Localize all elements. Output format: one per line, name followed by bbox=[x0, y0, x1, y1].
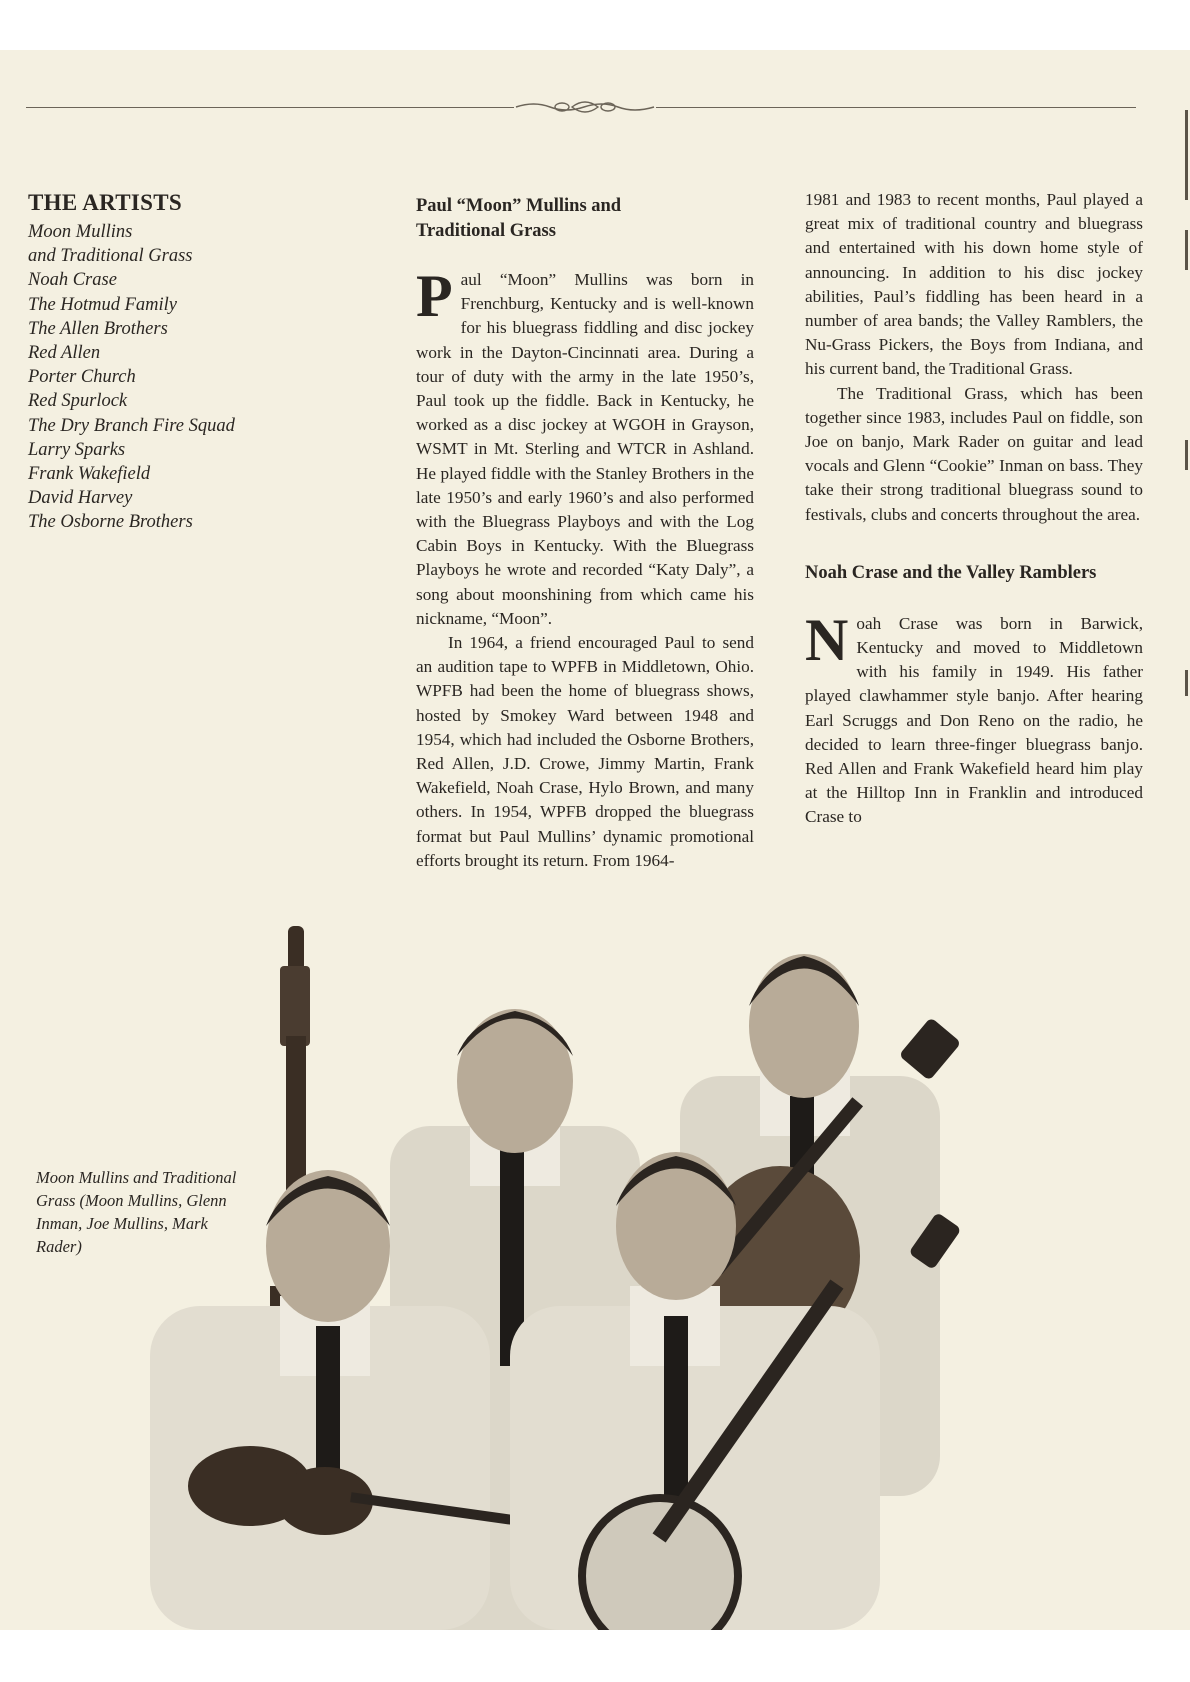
band-photo bbox=[140, 926, 1060, 1630]
artists-list bbox=[28, 220, 328, 535]
artist-item: Porter Church bbox=[28, 367, 136, 388]
dropcap-n: N bbox=[805, 606, 849, 673]
artist-item: and Traditional Grass bbox=[28, 246, 193, 267]
article1-paragraph-1-text: aul “Moon” Mullins was born in Frenchburg, Kentucky and is well-known for his bluegrass fiddling and disc jockey work in the Dayton-Cincinnati area. During a tour of duty with the army in the late 1950’s, Paul took up the fiddle. Back in Kentucky, he worked as a disc jockey at WGOH in Grayson, WSMT in Mt. Sterling and WTCR in Ashland. He played fiddle with the Stanley Brothers in the late 1950’s and early 1960’s and also performed with the Bluegrass Playboys and with the Log Cabin Boys in Kentucky. With the Bluegrass Playboys he wrote and recorded “Katy Daly”, a song about moonshining from which came his nickname, “Moon”. bbox=[416, 270, 754, 628]
article-column-2 bbox=[805, 188, 1143, 830]
scroll-ornament-icon bbox=[514, 96, 656, 118]
top-rule-left bbox=[26, 107, 514, 108]
page-edge-marks bbox=[1182, 110, 1190, 1510]
artists-heading: THE ARTISTS bbox=[28, 190, 182, 215]
top-rule-right bbox=[656, 107, 1136, 108]
article1-heading-line1: Paul “Moon” Mullins and bbox=[416, 196, 622, 216]
article1-paragraph-2: In 1964, a friend encouraged Paul to send an audition tape to WPFB in Middletown, Ohio. WPFB had been the home of bluegrass shows, hosted by Smokey Ward between 1948 and 1954, which had included the Osborne Brothers, Red Allen, J.D. Crowe, Jimmy Martin, Frank Wakefield, Noah Crase, Hylo Brown, and many others. In 1954, WPFB dropped the bluegrass format but Paul Mullins’ dynamic promotional efforts brought its return. From 1964- bbox=[416, 633, 754, 870]
dropcap-p: P bbox=[416, 263, 453, 329]
artist-item: Red Allen bbox=[28, 343, 101, 364]
artists-sidebar bbox=[28, 190, 328, 535]
article1-paragraph-1 bbox=[416, 263, 754, 631]
article-column-1 bbox=[416, 194, 754, 873]
artist-item: The Dry Branch Fire Squad bbox=[28, 415, 235, 436]
artist-item: David Harvey bbox=[28, 488, 133, 509]
article2-paragraph-1-text: oah Crase was born in Barwick, Kentucky and moved to Middletown with his family in 1949. His father played clawhammer style banjo. After hearing Earl Scruggs and Don Reno on the radio, he decided to learn three-finger bluegrass banjo. Red Allen and Frank Wakefield heard him play at the Hilltop Inn in Franklin and introduced Crase to bbox=[805, 613, 1143, 827]
program-page bbox=[0, 50, 1190, 1630]
article2-paragraph-1 bbox=[805, 606, 1143, 830]
article1-heading bbox=[416, 194, 754, 244]
artist-item: Larry Sparks bbox=[28, 439, 126, 460]
article2-heading: Noah Crase and the Valley Ramblers bbox=[805, 562, 1097, 583]
article1-heading-line2: Traditional Grass bbox=[416, 221, 556, 241]
artist-item: Noah Crase bbox=[28, 270, 117, 291]
artist-item: The Allen Brothers bbox=[28, 318, 168, 339]
article1-paragraph-4: The Traditional Grass, which has been together since 1983, includes Paul on fiddle, son Joe on banjo, Mark Rader on guitar and lead vocals and Glenn “Cookie” Inman on bass. They take their strong traditional bluegrass sound to festivals, clubs and concerts throughout the area. bbox=[805, 383, 1143, 524]
artist-item: Moon Mullins bbox=[28, 222, 133, 242]
artist-item: The Osborne Brothers bbox=[28, 512, 193, 533]
artist-item: Red Spurlock bbox=[28, 391, 128, 412]
artist-item: The Hotmud Family bbox=[28, 294, 178, 315]
artist-item: Frank Wakefield bbox=[28, 464, 151, 485]
photo-caption: Moon Mullins and Traditional Grass (Moon Mullins, Glenn Inman, Joe Mullins, Mark Rader) bbox=[36, 1168, 237, 1256]
article1-paragraph-3: 1981 and 1983 to recent months, Paul played a great mix of traditional country and bluegrass and entertained with his down home style of announcing. In addition to his disc jockey abilities, Paul’s fiddling has been heard in a number of area bands; the Valley Ramblers, the Nu-Grass Pickers, the Boys from Indiana, and his current band, the Traditional Grass. bbox=[805, 190, 1143, 379]
